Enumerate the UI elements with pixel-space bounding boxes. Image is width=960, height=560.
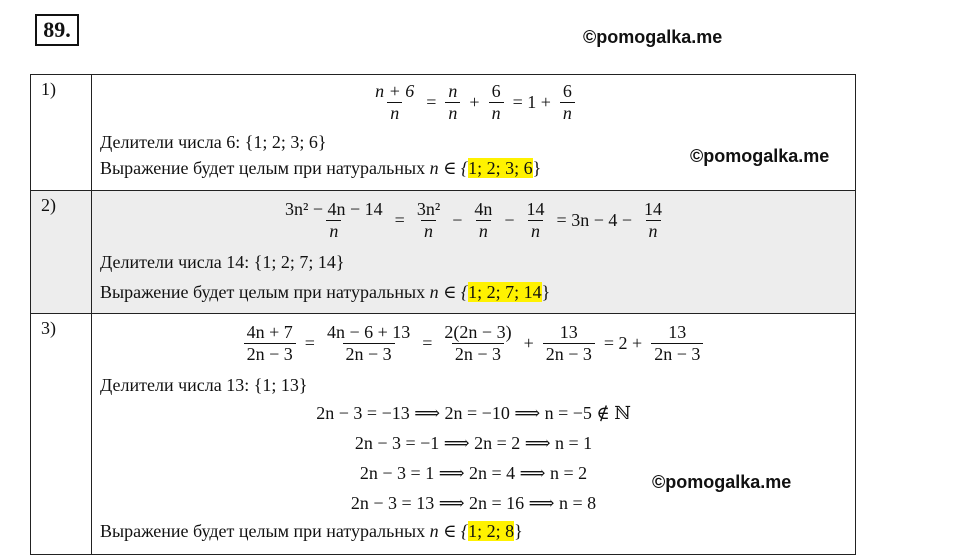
case-line: 2n − 3 = 1 ⟹ 2n = 4 ⟹ n = 2 [359,463,588,483]
fraction: $\frac{n + 6}{n}$ [375,80,415,123]
divisors-line: Делители числа 6: {1; 2; 3; 6} [100,132,327,152]
equation: $\frac{\text{3n² − 4n − 14}}{n}$ = $\frac{\text{3n²}}{n}$ − $\frac{4n}{n}$ − $\frac{14}{n}$ = 3n − 4 − $\frac{14}{n}$ [100,191,847,249]
watermark-middle: ©pomogalka.me [690,146,830,166]
divisors-line: Делители числа 13: {1; 13} [100,375,308,395]
fraction: $\frac{13}{2n - 3}$ [651,322,703,365]
table-row [31,191,856,314]
conclusion-line: Выражение будет целым при натуральных n ∈ {1; 2; 3; 6} [100,158,542,178]
table-row [31,75,856,191]
row-content [92,314,856,555]
divisors-line: Делители числа 14: {1; 2; 7; 14} [100,252,345,272]
row-label: 3) [31,314,92,555]
answer-highlight: 1; 2; 7; 14 [468,282,542,302]
problem-number: 89. [35,14,79,46]
conclusion-line: Выражение будет целым при натуральных n ∈ {1; 2; 7; 14} [100,282,551,302]
fraction: $\frac{4n - 6 + 13}{2n - 3}$ [326,321,411,364]
fraction: $\frac{13}{2n - 3}$ [543,322,595,365]
watermark-top: ©pomogalka.me [583,27,723,47]
equation: $\frac{4n + 7}{2n - 3}$ = $\frac{4n - 6 + 13}{2n - 3}$ = $\frac{2(2n - 3)}{2n - 3}$ + $\frac{13}{2n - 3}$ = 2 + $\frac{13}{2n - 3}$ [100,314,847,372]
case-line: 2n − 3 = −1 ⟹ 2n = 2 ⟹ n = 1 [354,433,593,453]
fraction: $\frac{\text{3n² − 4n − 14}}{n}$ [284,198,383,241]
fraction: $\frac{n}{n}$ [445,81,460,124]
row-content [92,75,856,191]
table-row [31,314,856,555]
watermark-bottom: ©pomogalka.me [652,472,792,492]
row-label: 2) [31,191,92,314]
fraction: $\frac{14}{n}$ [644,198,663,241]
equation: $\frac{n + 6}{n}$ = $\frac{n}{n}$ + $\frac{6}{n}$ = 1 + $\frac{6}{n}$ [100,75,847,129]
case-line: 2n − 3 = 13 ⟹ 2n = 16 ⟹ n = 8 [350,493,597,513]
fraction: $\frac{\text{3n²}}{n}$ [416,198,441,241]
row-content [92,191,856,314]
fraction: $\frac{14}{n}$ [526,198,545,241]
fraction: $\frac{2(2n - 3)}{2n - 3}$ [444,321,512,364]
fraction: $\frac{6}{n}$ [560,81,575,124]
fraction: $\frac{6}{n}$ [489,81,504,124]
row-label: 1) [31,75,92,191]
fraction: $\frac{4n + 7}{2n - 3}$ [244,322,296,365]
conclusion-line: Выражение будет целым при натуральных n ∈ {1; 2; 8} [100,521,523,541]
fraction: $\frac{4n}{n}$ [474,198,493,241]
answer-highlight: 1; 2; 8 [468,521,515,541]
case-line: 2n − 3 = −13 ⟹ 2n = −10 ⟹ n = −5 ∉ ℕ [316,403,631,423]
answer-highlight: 1; 2; 3; 6 [468,158,533,178]
